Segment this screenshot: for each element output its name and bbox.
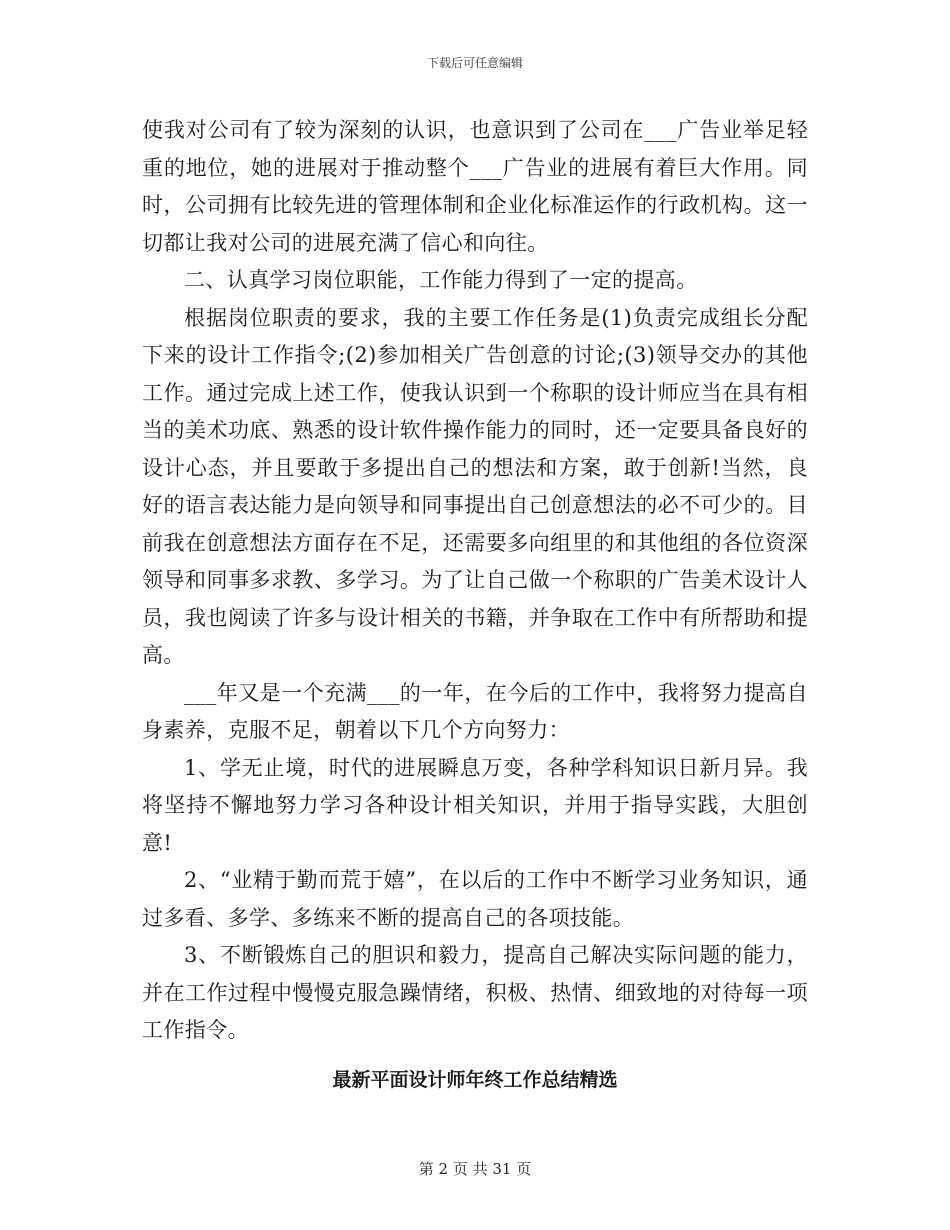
paragraph-goal-1: 1、学无止境，时代的进展瞬息万变，各种学科知识日新月异。我将坚持不懈地努力学习各种设计相关知识，并用于指导实践，大胆创意! (142, 755, 808, 855)
paragraph-goal-2: 2、“业精于勤而荒于嬉”，在以后的工作中不断学习业务知识，通过多看、多学、多练来不断的提高自己的各项技能。 (142, 868, 808, 930)
page-number-footer: 第 2 页 共 31 页 (418, 1160, 532, 1178)
paragraph-next-year: ___年又是一个充满___的一年，在今后的工作中，我将努力提高自身素养，克服不足，朝着以下几个方向努力： (142, 680, 808, 742)
paragraph-section-two-heading: 二、认真学习岗位职能，工作能力得到了一定的提高。 (184, 268, 698, 292)
document-body (142, 112, 808, 1097)
paragraph-goal-3: 3、不断锻炼自己的胆识和毅力，提高自己解决实际问题的能力，并在工作过程中慢慢克服急躁情绪，积极、热情、细致地的对待每一项工作指令。 (142, 943, 808, 1042)
section-title: 最新平面设计师年终工作总结精选 (332, 1068, 618, 1091)
paragraph-job-duties: 根据岗位职责的要求，我的主要工作任务是(1)负责完成组长分配下来的设计工作指令;(2)参加相关广告创意的讨论;(3)领导交办的其他工作。通过完成上述工作，使我认识到一个称职的设计师应当在具有相当的美术功底、熟悉的设计软件操作能力的同时，还一定要具备良好的设计心态，并且要敢于多提出自己的想法和方案，敢于创新!当然，良好的语言表达能力是向领导和同事提出自己创意想法的必不可少的。目前我在创意想法方面存在不足，还需要多向组里的和其他组的各位资深领导和同事多求教、多学习。为了让自己做一个称职的广告美术设计人员，我也阅读了许多与设计相关的书籍，并争取在工作中有所帮助和提高。 (142, 305, 808, 667)
header-note: 下载后可任意编辑 (426, 56, 523, 70)
paragraph-company-intro: 使我对公司有了较为深刻的认识，也意识到了公司在___广告业举足轻重的地位，她的进展对于推动整个___广告业的进展有着巨大作用。同时，公司拥有比较先进的管理体制和企业化标准运作的行政机构。这一切都让我对公司的进展充满了信心和向往。 (142, 118, 808, 255)
